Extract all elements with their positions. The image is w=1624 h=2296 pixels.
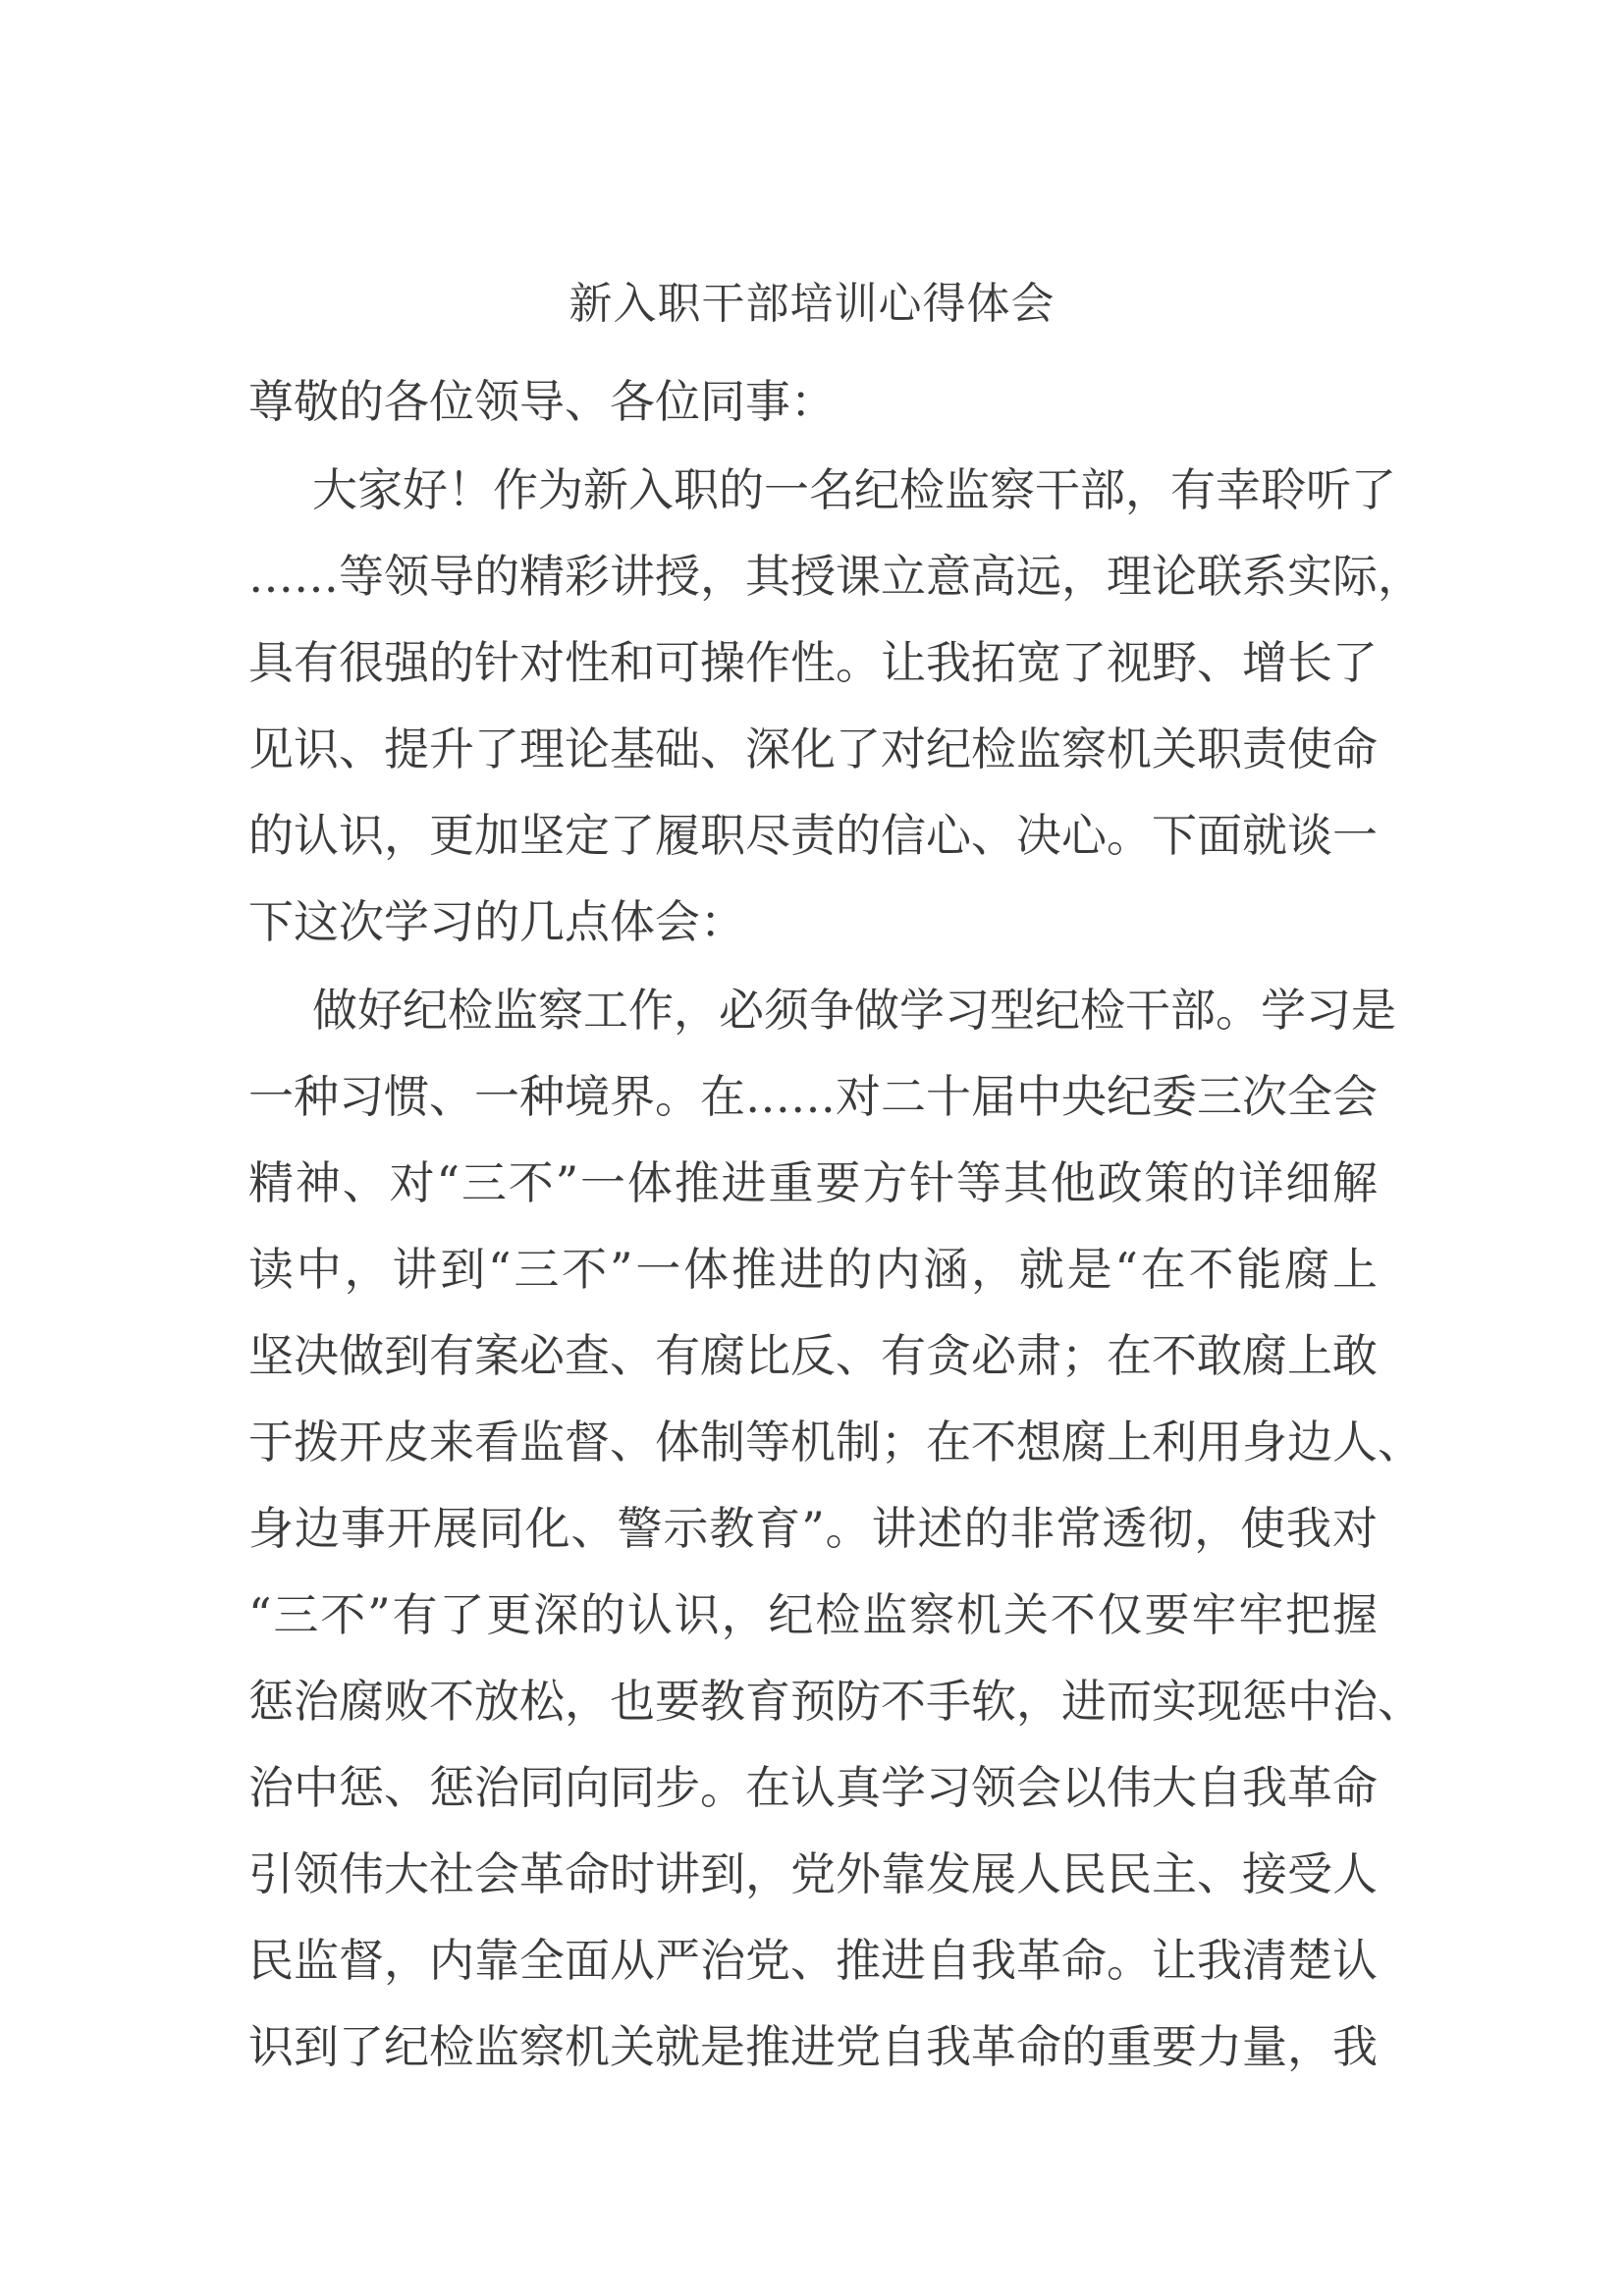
paragraph-1-line: 下这次学习的几点体会： <box>248 895 745 948</box>
paragraph-2-line: 坚决做到有案必查、有腐比反、有贪必肃；在不敢腐上敢 <box>248 1329 1378 1382</box>
paragraph-1-line: 的认识，更加坚定了履职尽责的信心、决心。下面就谈一 <box>248 809 1378 862</box>
paragraph-2-line: 读中，讲到“三不”一体推进的内涵，就是“在不能腐上 <box>248 1243 1378 1296</box>
paragraph-2-line: 身边事开展同化、警示教育”。讲述的非常透彻，使我对 <box>248 1502 1378 1555</box>
paragraph-2-line: 惩治腐败不放松，也要教育预防不手软，进而实现惩中治、 <box>248 1675 1423 1728</box>
paragraph-2-line: 一种习惯、一种境界。在……对二十届中央纪委三次全会 <box>248 1070 1378 1123</box>
paragraph-2-line: 于拨开皮来看监督、体制等机制；在不想腐上利用身边人、 <box>248 1415 1423 1468</box>
document-title: 新入职干部培训心得体会 <box>568 279 1056 329</box>
salutation: 尊敬的各位领导、各位同事： <box>248 375 836 428</box>
paragraph-2-line: 做好纪检监察工作，必须争做学习型纪检干部。学习是 <box>312 984 1396 1037</box>
paragraph-2-line: 精神、对“三不”一体推进重要方针等其他政策的详细解 <box>248 1156 1378 1209</box>
paragraph-1-line: ……等领导的精彩讲授，其授课立意高远，理论联系实际， <box>248 550 1423 603</box>
paragraph-2-line: 引领伟大社会革命时讲到，党外靠发展人民民主、接受人 <box>248 1847 1378 1900</box>
paragraph-2-line: “三不”有了更深的认识，纪检监察机关不仅要牢牢把握 <box>248 1588 1378 1641</box>
paragraph-2-line: 识到了纪检监察机关就是推进党自我革命的重要力量，我 <box>248 2020 1378 2073</box>
paragraph-1-line: 具有很强的针对性和可操作性。让我拓宽了视野、增长了 <box>248 636 1378 689</box>
paragraph-2-line: 民监督，内靠全面从严治党、推进自我革命。让我清楚认 <box>248 1934 1378 1987</box>
paragraph-2-line: 治中惩、惩治同向同步。在认真学习领会以伟大自我革命 <box>248 1761 1378 1814</box>
paragraph-1-line: 见识、提升了理论基础、深化了对纪检监察机关职责使命 <box>248 722 1378 775</box>
paragraph-1-line: 大家好！作为新入职的一名纪检监察干部，有幸聆听了 <box>312 463 1396 516</box>
